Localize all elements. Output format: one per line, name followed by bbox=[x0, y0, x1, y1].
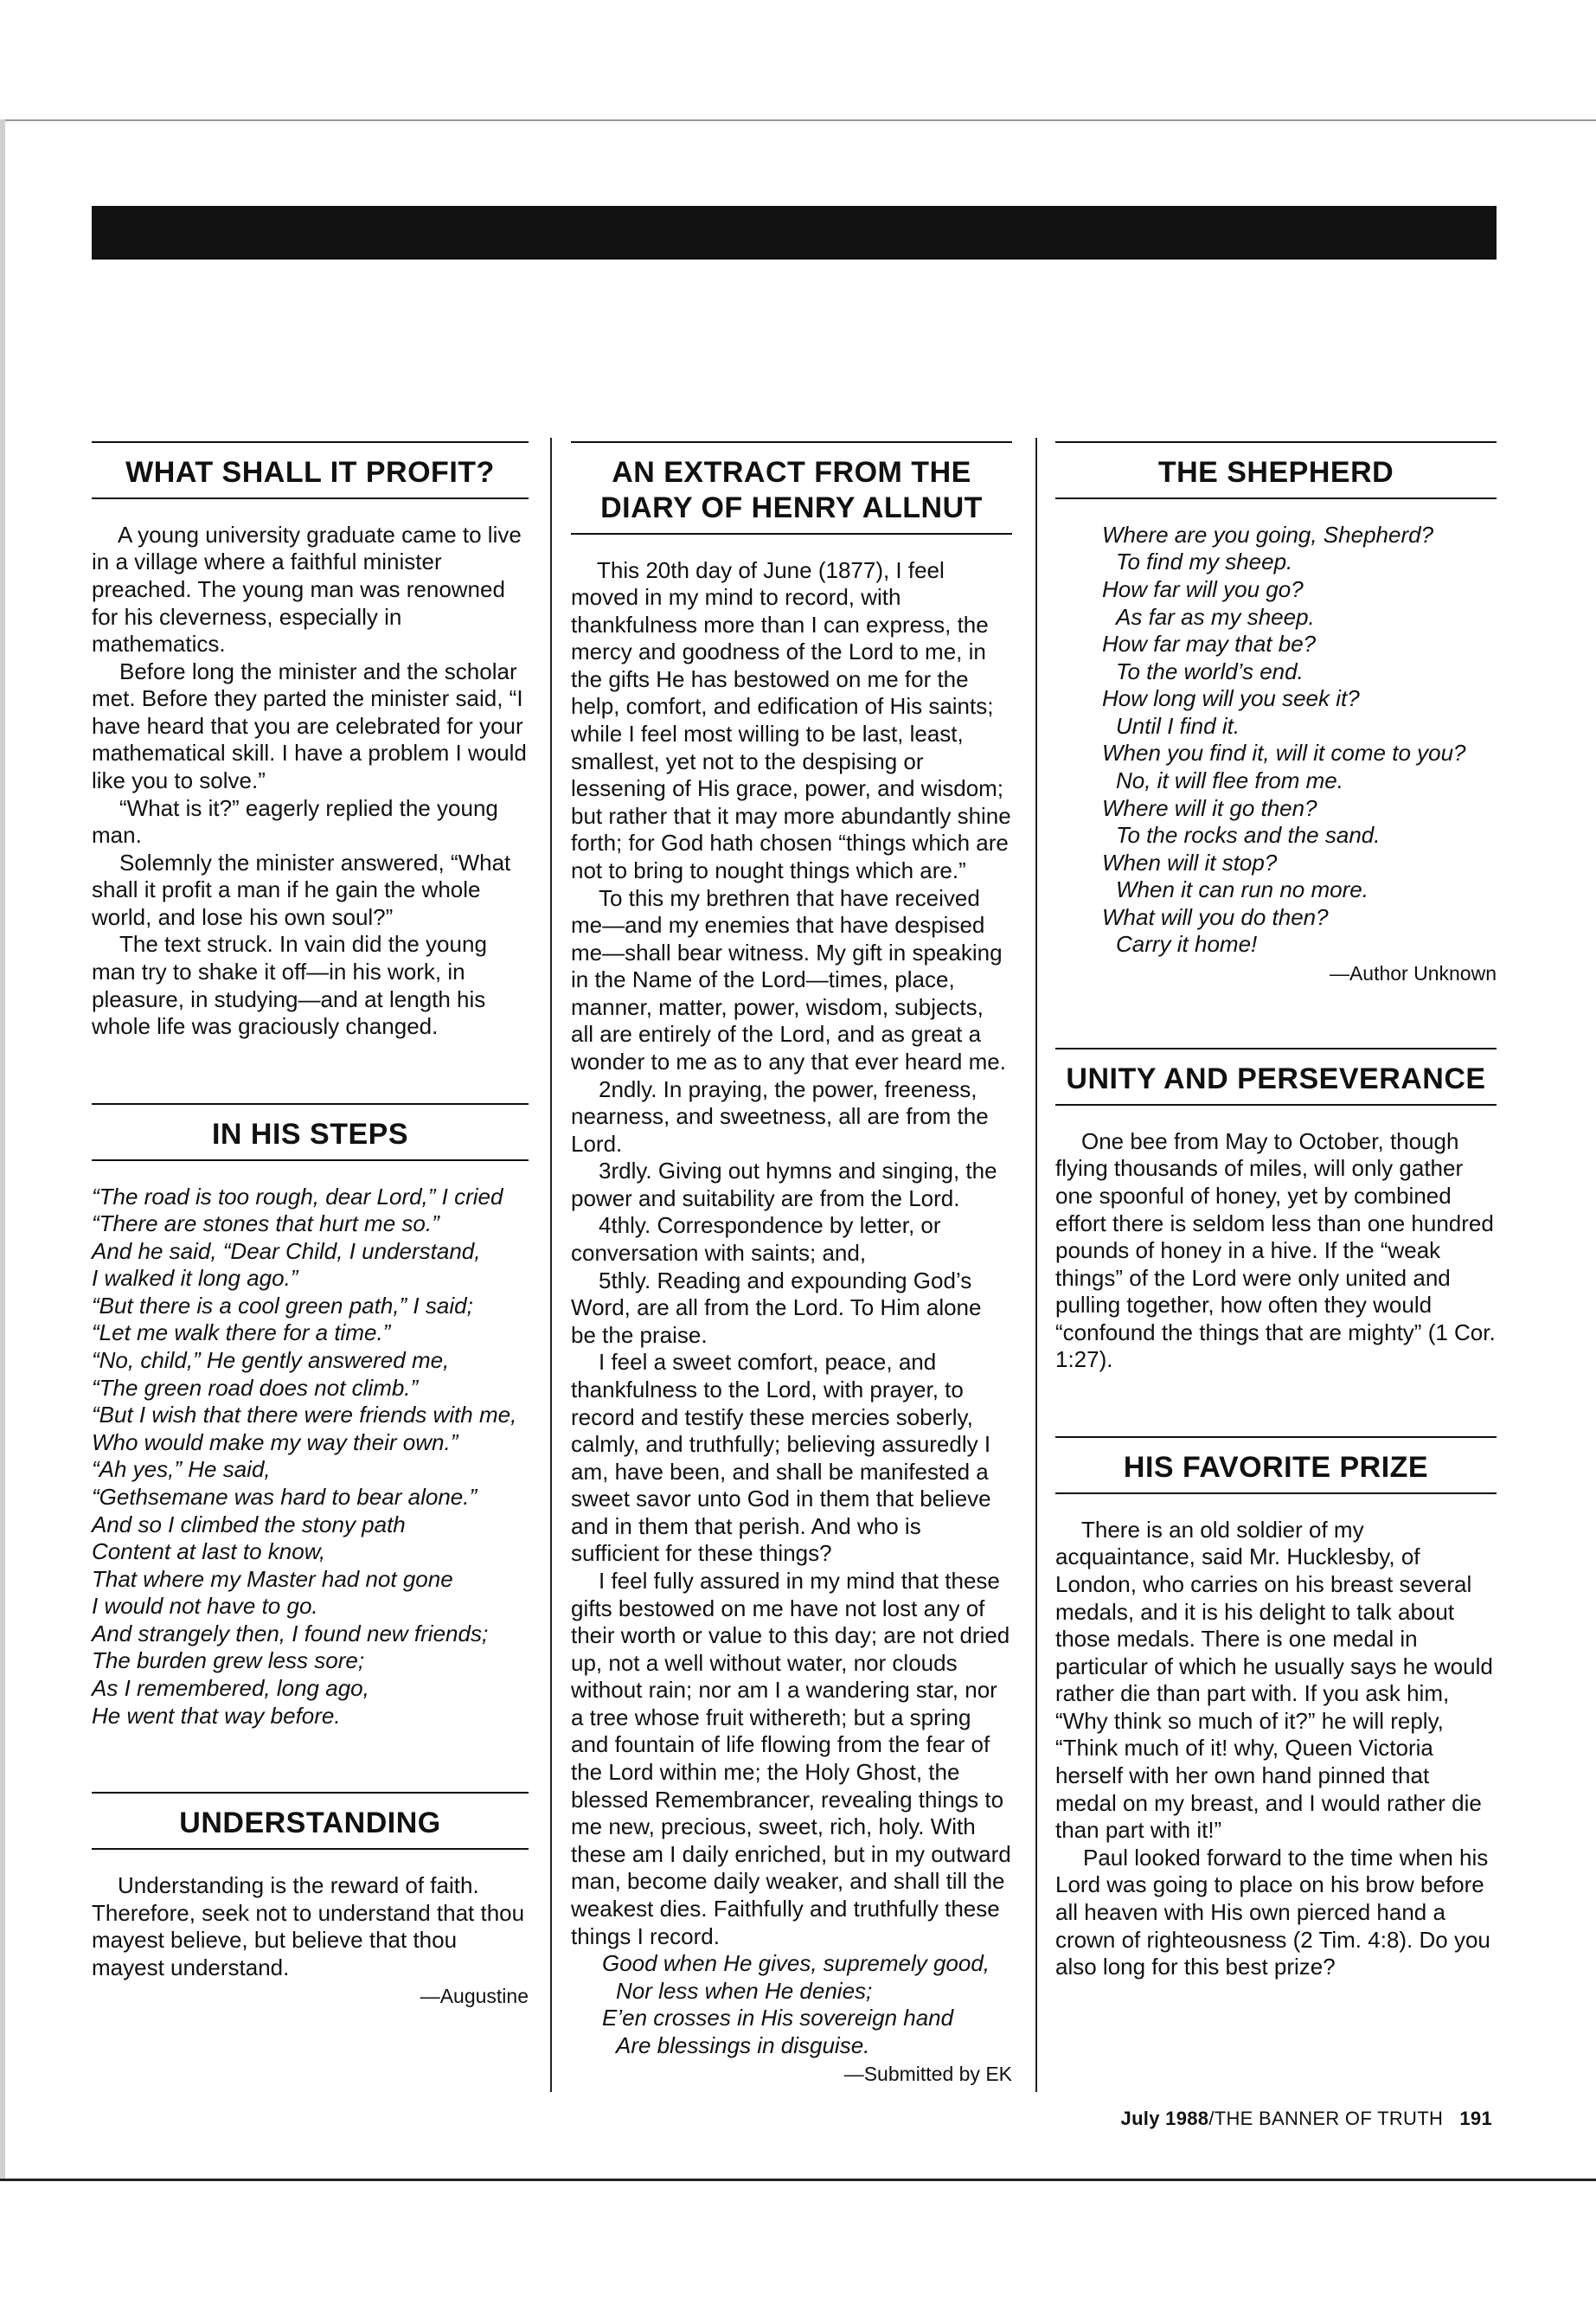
poem-line: As far as my sheep. bbox=[1116, 603, 1315, 630]
poem-line: How long will you seek it? bbox=[1102, 685, 1360, 712]
paragraph: “What is it?” eagerly replied the young man. bbox=[92, 794, 498, 849]
article-title bbox=[571, 441, 1012, 535]
article-title: HIS FAVORITE PRIZE bbox=[1055, 1436, 1497, 1494]
poem-line: To find my sheep. bbox=[1116, 549, 1293, 575]
poem-line: “But there is a cool green path,” I said; bbox=[92, 1292, 473, 1319]
poem-line: He went that way before. bbox=[92, 1702, 341, 1729]
paragraph: Understanding is the reward of faith. Therefore, seek not to understand that thou mayest believe, but believe that thou mayest understand. bbox=[92, 1871, 525, 1980]
article-diary-extract bbox=[571, 441, 1012, 2086]
paragraph: This 20th day of June (1877), I feel moved in my mind to record, with thankfulness more than I can express, the mercy and goodness of the Lord to me, in the gifts He has bestowed on me for the help, comfort, and edification of His saints; while I feel most willing to be last, least, smallest, yet not to the despising or lessening of His grace, power, and wisdom; but rather that it may more abundantly shine forth; for God hath chosen “things which are not to bring to nought things which are.” bbox=[571, 556, 1011, 883]
article-title: UNDERSTANDING bbox=[92, 1792, 529, 1850]
paragraph: There is an old soldier of my acquaintance, said Mr. Hucklesby, of London, who carries on his breast several medals, and it is his delight to talk about those medals. There is one medal in particular of which he usually says he would rather die than part with. If you ask him, “Why think so much of it?” he will reply, “Think much of it! why, Queen Victoria herself with her own hand pinned that medal on my breast, and I would rather die than part with it!” bbox=[1055, 1516, 1493, 1844]
paragraph: Solemnly the minister answered, “What shall it profit a man if he gain the whole world, and lose his own soul?” bbox=[92, 849, 511, 930]
paragraph: 2ndly. In praying, the power, freeness, nearness, and sweetness, all are from the Lord. bbox=[571, 1075, 989, 1157]
poem-line: The burden grew less sore; bbox=[92, 1647, 365, 1674]
poem-line: I would not have to go. bbox=[92, 1593, 318, 1620]
poem-line: No, it will flee from me. bbox=[1116, 767, 1343, 793]
poem-line: What will you do then? bbox=[1102, 903, 1329, 930]
column-right bbox=[1055, 441, 1497, 2044]
article-title: THE SHEPHERD bbox=[1055, 441, 1497, 499]
poem-line: And he said, “Dear Child, I understand, bbox=[92, 1237, 481, 1264]
poem-line: When will it stop? bbox=[1102, 849, 1278, 876]
article-title: IN HIS STEPS bbox=[92, 1103, 529, 1161]
poem-line: “The green road does not climb.” bbox=[92, 1374, 419, 1401]
poem-line: As I remembered, long ago, bbox=[92, 1674, 369, 1701]
paragraph: A young university graduate came to live in a village where a faithful minister preached. The young man was renowned for his cleverness, especially in mathematics. bbox=[92, 521, 522, 658]
paragraph: The text struck. In vain did the young man try to shake it off—in his work, in pleasure, in studying—and at length his whole life was graciously changed. bbox=[92, 931, 487, 1040]
page-left-edge bbox=[0, 119, 5, 2179]
poem-line: “No, child,” He gently answered me, bbox=[92, 1347, 450, 1374]
poem-line: “Let me walk there for a time.” bbox=[92, 1319, 391, 1346]
attribution: —Author Unknown bbox=[1329, 962, 1497, 985]
article-understanding bbox=[92, 1792, 529, 2008]
poem-line: Where are you going, Shepherd? bbox=[1102, 521, 1434, 548]
paragraph: I feel a sweet comfort, peace, and thankfulness to the Lord, with prayer, to record and testify these mercies soberly, calmly, and truthfully; believing assuredly I am, have been, and shall be manifested a sweet savor unto God in them that believe and in them that perish. And who is sufficient for these things? bbox=[571, 1349, 991, 1567]
page-footer bbox=[1121, 2108, 1492, 2130]
poem-line: To the rocks and the sand. bbox=[1116, 822, 1381, 849]
attribution: —Submitted by EK bbox=[843, 2063, 1012, 2086]
poem-line: “The road is too rough, dear Lord,” I cried bbox=[92, 1183, 503, 1210]
verse-line: Nor less when He denies; bbox=[616, 1977, 873, 2004]
poem-line: To the world’s end. bbox=[1116, 658, 1304, 684]
column-divider bbox=[550, 438, 552, 2092]
poem-line: When it can run no more. bbox=[1116, 876, 1368, 903]
paragraph: To this my brethren that have received me—and my enemies that have despised me—shall bear witness. My gift in speaking in the Name of the Lord—times, place, manner, matter, power, wisdom, subjects, all are entirely of the Lord, and as great a wonder to me as to any that ever heard me. bbox=[571, 884, 1006, 1075]
poem-line: How far will you go? bbox=[1102, 575, 1304, 602]
page-top-margin bbox=[0, 0, 1596, 121]
poem-body bbox=[92, 1184, 529, 1730]
article-title-line: DIARY OF HENRY ALLNUT bbox=[600, 491, 983, 524]
article-his-favorite-prize bbox=[1055, 1436, 1497, 1981]
poem-line: How far may that be? bbox=[1102, 631, 1317, 658]
poem-line: “Ah yes,” He said, bbox=[92, 1456, 271, 1483]
article-unity-and-perseverance bbox=[1055, 1048, 1497, 1374]
page-number: 191 bbox=[1459, 2108, 1492, 2129]
poem-line: When you find it, will it come to you? bbox=[1102, 740, 1466, 767]
paragraph: Paul looked forward to the time when his Lord was going to place on his brow before all heaven with His own pierced hand a crown of righteousness (2 Tim. 4:8). Do you also long for this best prize? bbox=[1055, 1844, 1490, 1980]
paragraph: 3rdly. Giving out hymns and singing, the power and suitability are from the Lord. bbox=[571, 1158, 997, 1211]
poem-line: “There are stones that hurt me so.” bbox=[92, 1210, 439, 1237]
poem-line: Where will it go then? bbox=[1102, 794, 1317, 821]
column-left bbox=[92, 441, 529, 2070]
verse bbox=[571, 1950, 1012, 2059]
poem-line: “Gethsemane was hard to bear alone.” bbox=[92, 1483, 478, 1510]
page-bottom-margin bbox=[0, 2179, 1596, 2304]
paragraph: One bee from May to October, though flying thousands of miles, will only gather one spoonful of honey, yet by combined effort there is seldom less than one hundred pounds of honey in a hive. If the “weak things” of the Lord were only united and pulling together, how often they would “confound the things that are mighty” (1 Cor. 1:27). bbox=[1055, 1127, 1496, 1373]
verse-line: Good when He gives, supremely good, bbox=[602, 1950, 990, 1977]
poem-line: “But I wish that there were friends with me, bbox=[92, 1402, 517, 1428]
attribution: —Augustine bbox=[420, 1985, 529, 2008]
poem-line: I walked it long ago.” bbox=[92, 1265, 298, 1292]
poem-line: Content at last to know, bbox=[92, 1538, 326, 1565]
verse-line: Are blessings in disguise. bbox=[616, 2031, 870, 2058]
article-what-shall-it-profit bbox=[92, 441, 529, 1041]
poem-line: And so I climbed the stony path bbox=[92, 1511, 406, 1537]
article-title: UNITY AND PERSEVERANCE bbox=[1055, 1048, 1497, 1106]
verse-line: E’en crosses in His sovereign hand bbox=[602, 2005, 954, 2031]
paragraph: 4thly. Correspondence by letter, or conversation with saints; and, bbox=[571, 1212, 941, 1267]
poem-body bbox=[1055, 522, 1497, 959]
poem-line: Who would make my way their own.” bbox=[92, 1428, 458, 1455]
column-middle bbox=[571, 441, 1012, 2148]
poem-line: That where my Master had not gone bbox=[92, 1565, 453, 1592]
paragraph: Before long the minister and the scholar met. Before they parted the minister said, “I have heard that you are celebrated for your mathematical skill. I have a problem I would like you to solve.” bbox=[92, 658, 527, 793]
poem-line: Carry it home! bbox=[1116, 931, 1258, 958]
article-title: WHAT SHALL IT PROFIT? bbox=[92, 441, 529, 499]
publication-name: /THE BANNER OF TRUTH bbox=[1208, 2108, 1444, 2129]
poem-in-his-steps bbox=[92, 1103, 529, 1730]
issue-date: July 1988 bbox=[1120, 2108, 1209, 2129]
column-divider bbox=[1035, 438, 1037, 2092]
paragraph: I feel fully assured in my mind that these gifts bestowed on me have not lost any of their worth or value to this day; are not dried up, not a well without water, nor clouds without rain; nor am I a wandering star, nor a tree whose fruit withereth; but a spring and fountain of life flowing from the fear of the Lord within me; the Holy Ghost, the blessed Remembrancer, revealing things to me new, precious, sweet, rich, holy. With these am I daily enriched, but in my outward man, become daily weaker, and shall till the weakest dies. Faithfully and truthfully these things I record. bbox=[571, 1567, 1011, 1949]
header-banner bbox=[92, 206, 1497, 260]
poem-line: Until I find it. bbox=[1116, 712, 1240, 739]
poem-line: And strangely then, I found new friends; bbox=[92, 1620, 489, 1646]
paragraph: 5thly. Reading and expounding God’s Word, are all from the Lord. To Him alone be the praise. bbox=[571, 1267, 982, 1348]
article-title-line: AN EXTRACT FROM THE bbox=[612, 456, 971, 489]
poem-the-shepherd bbox=[1055, 441, 1497, 985]
